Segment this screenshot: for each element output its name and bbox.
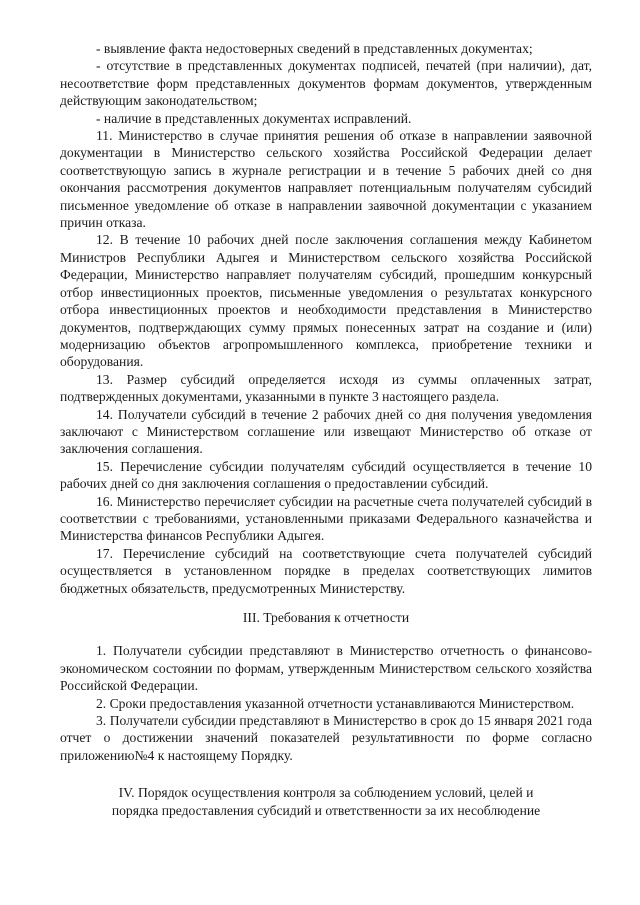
- paragraph-15: 15. Перечисление субсидии получателям субсидий осуществляется в течение 10 рабочих дней со дня заключения соглашения о предоставлении субсидий.: [60, 458, 592, 492]
- document-page: [60, 40, 592, 819]
- paragraph-17: 17. Перечисление субсидий на соответствующие счета получателей субсидий осуществляется в установленном порядке в пределах соответствующих лимитов бюджетных обязательств, предусмотренных Министерству.: [60, 545, 592, 596]
- paragraph-12: 12. В течение 10 рабочих дней после заключения соглашения между Кабинетом Министров Республики Адыгея и Министерством сельского хозяйства Российской Федерации, Министерство направляет получателям субсидий, прошедшим конкурсный отбор инвестиционных проектов, письменные уведомления о результатах конкурсного отбора инвестиционных проектов и необходимости представления в Министерство документов, подтверждающих сумму прямых понесенных затрат на создание и (или) модернизацию объектов агропромышленного комплекса, приобретение техники и оборудования.: [60, 232, 592, 370]
- paragraph-14: 14. Получатели субсидий в течение 2 рабочих дней со дня получения уведомления заключают с Министерством соглашение или извещают Министерство об отказе от заключения соглашения.: [60, 406, 592, 457]
- section-3-heading: III. Требования к отчетности: [242, 610, 410, 625]
- section-4-heading-line-1: IV. Порядок осуществления контроля за соблюдением условий, целей и: [118, 785, 534, 801]
- paragraph-16: 16. Министерство перечисляет субсидии на расчетные счета получателей субсидий в соответствии с требованиями, установленными приказами Федерального казначейства и Министерства финансов Республики Адыгея.: [60, 493, 592, 544]
- section-3-paragraph-2: 2. Сроки предоставления указанной отчетности устанавливаются Министерством.: [96, 695, 575, 711]
- list-item: - отсутствие в представленных документах подписей, печатей (при наличии), дат, несоответствие форм представленных документов формам документов, утвержденным действующим законодательством;: [60, 58, 592, 109]
- section-4-heading-line-2: порядка предоставления субсидий и ответственности за их несоблюдение: [111, 802, 541, 818]
- paragraph-13: 13. Размер субсидий определяется исходя из суммы оплаченных затрат, подтвержденных документами, указанными в пункте 3 настоящего раздела.: [60, 371, 592, 405]
- list-item: - выявление факта недостоверных сведений в представленных документах;: [96, 41, 533, 56]
- section-3-paragraph-1: 1. Получатели субсидии представляют в Министерство отчетность о финансово-экономическом состоянии по формам, утвержденным Министерством сельского хозяйства Российской Федерации.: [60, 643, 592, 694]
- list-item: - наличие в представленных документах исправлений.: [96, 110, 412, 126]
- paragraph-11: 11. Министерство в случае принятия решения об отказе в направлении заявочной документации в Министерство сельского хозяйства Российской Федерации делает соответствующую запись в журнале регистрации и в течение 5 рабочих дней со дня окончания рассмотрения документов направляет потенциальным получателям субсидий письменное уведомление об отказе в направлении заявочной документации с указанием причин отказа.: [60, 128, 592, 231]
- section-3-paragraph-3: 3. Получатели субсидии представляют в Министерство в срок до 15 января 2021 года отчет о достижении значений показателей результативности по форме согласно приложению№4 к настоящему Порядку.: [60, 713, 592, 763]
